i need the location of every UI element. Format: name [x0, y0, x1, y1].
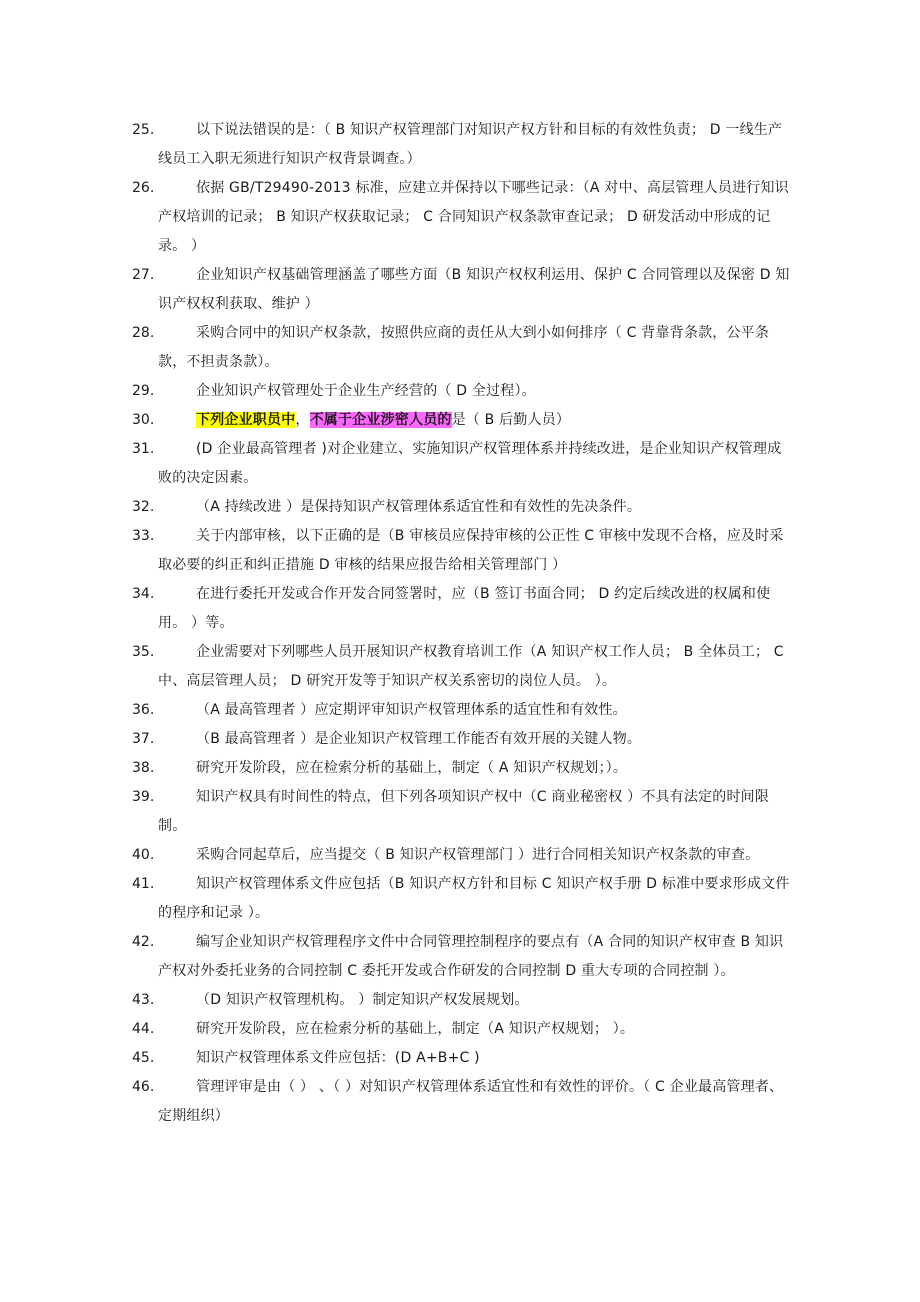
item-text-rest: 是（ B 后勤人员） [451, 412, 571, 428]
item-text: （A 持续改进 ）是保持知识产权管理体系适宜性和有效性的先决条件。 [196, 499, 642, 515]
item-number: 42. [132, 934, 155, 950]
item-number: 34. [132, 586, 155, 602]
highlight-yellow: 下列企业职员中 [196, 412, 296, 428]
item-text: 管理评审是由（ ） 、（ ）对知识产权管理体系适宜性和有效性的评价。（ C 企业最高管理者、定期组织） [158, 1079, 784, 1124]
item-number: 27. [132, 267, 155, 283]
item-number: 28. [132, 325, 155, 341]
list-item [132, 725, 792, 754]
item-text: 知识产权具有时间性的特点，但下列各项知识产权中（C 商业秘密权 ）不具有法定的时间限制。 [158, 789, 770, 834]
question-list [132, 116, 792, 1131]
list-item [132, 870, 792, 928]
item-number: 26. [132, 180, 155, 196]
item-number: 33. [132, 528, 155, 544]
item-text: （B 最高管理者 ）是企业知识产权管理工作能否有效开展的关键人物。 [196, 731, 642, 747]
item-number: 38. [132, 760, 155, 776]
list-item-highlighted [132, 406, 792, 435]
list-item [132, 522, 792, 580]
item-number: 45. [132, 1050, 155, 1066]
item-number: 40. [132, 847, 155, 863]
item-number: 29. [132, 383, 155, 399]
item-number: 32. [132, 499, 155, 515]
list-item [132, 1015, 792, 1044]
list-item [132, 1073, 792, 1131]
list-item [132, 174, 792, 261]
item-number: 39. [132, 789, 155, 805]
item-text: （D 知识产权管理机构。 ）制定知识产权发展规划。 [196, 992, 529, 1008]
list-item [132, 754, 792, 783]
list-item [132, 261, 792, 319]
item-text [158, 406, 792, 435]
item-number: 44. [132, 1021, 155, 1037]
item-text: 编写企业知识产权管理程序文件中合同管理控制程序的要点有（A 合同的知识产权审查 B 知识产权对外委托业务的合同控制 C 委托开发或合作研发的合同控制 D 重大专项的合同控制 ）。 [158, 934, 784, 979]
item-text: 依据 GB/T29490-2013 标准，应建立并保持以下哪些记录：（A 对中、高层管理人员进行知识产权培训的记录； B 知识产权获取记录； C 合同知识产权条款审查记录； D 研发活动中形成的记录。 ） [158, 180, 789, 254]
list-item [132, 783, 792, 841]
item-number: 37. [132, 731, 155, 747]
comma: ， [295, 412, 310, 428]
item-text: 知识产权管理体系文件应包括：(D A+B+C ) [196, 1050, 480, 1066]
item-text: 研究开发阶段，应在检索分析的基础上，制定（ A 知识产权规划；）。 [196, 760, 628, 776]
highlight-magenta: 不属于企业涉密人员的 [309, 412, 452, 428]
item-text: 企业需要对下列哪些人员开展知识产权教育培训工作（A 知识产权工作人员； B 全体员工； C 中、高层管理人员； D 研究开发等于知识产权关系密切的岗位人员。 ）。 [158, 644, 784, 689]
item-number: 30. [132, 412, 155, 428]
item-number: 36. [132, 702, 155, 718]
item-number: 41. [132, 876, 155, 892]
list-item [132, 377, 792, 406]
item-text: 知识产权管理体系文件应包括（B 知识产权方针和目标 C 知识产权手册 D 标准中要求形成文件的程序和记录 ）。 [158, 876, 790, 921]
item-number: 31. [132, 441, 155, 457]
item-text: 企业知识产权基础管理涵盖了哪些方面（B 知识产权权利运用、保护 C 合同管理以及保密 D 知识产权权利获取、维护 ） [158, 267, 790, 312]
list-item [132, 493, 792, 522]
item-number: 46. [132, 1079, 155, 1095]
list-item [132, 841, 792, 870]
item-number: 25. [132, 122, 155, 138]
list-item [132, 580, 792, 638]
item-text: 在进行委托开发或合作开发合同签署时，应（B 签订书面合同； D 约定后续改进的权属和使用。 ）等。 [158, 586, 771, 631]
item-number: 43. [132, 992, 155, 1008]
list-item [132, 986, 792, 1015]
item-text: 以下说法错误的是：（ B 知识产权管理部门对知识产权方针和目标的有效性负责； D 一线生产线员工入职无须进行知识产权背景调查。） [158, 122, 783, 167]
item-text: 关于内部审核，以下正确的是（B 审核员应保持审核的公正性 C 审核中发现不合格，应及时采取必要的纠正和纠正措施 D 审核的结果应报告给相关管理部门 ） [158, 528, 784, 573]
list-item [132, 638, 792, 696]
list-item [132, 435, 792, 493]
list-item [132, 116, 792, 174]
list-item [132, 928, 792, 986]
item-number: 35. [132, 644, 155, 660]
item-text: 采购合同起草后，应当提交（ B 知识产权管理部门 ）进行合同相关知识产权条款的审查。 [196, 847, 760, 863]
item-text: 采购合同中的知识产权条款，按照供应商的责任从大到小如何排序（ C 背靠背条款，公平条款，不担责条款）。 [158, 325, 770, 370]
item-text: 研究开发阶段，应在检索分析的基础上，制定（A 知识产权规划； ）。 [196, 1021, 635, 1037]
list-item [132, 1044, 792, 1073]
item-text: (D 企业最高管理者 )对企业建立、实施知识产权管理体系并持续改进，是企业知识产权管理成败的决定因素。 [158, 441, 782, 486]
item-text: （A 最高管理者 ）应定期评审知识产权管理体系的适宜性和有效性。 [196, 702, 627, 718]
item-text: 企业知识产权管理处于企业生产经营的（ D 全过程）。 [196, 383, 536, 399]
list-item [132, 319, 792, 377]
list-item [132, 696, 792, 725]
